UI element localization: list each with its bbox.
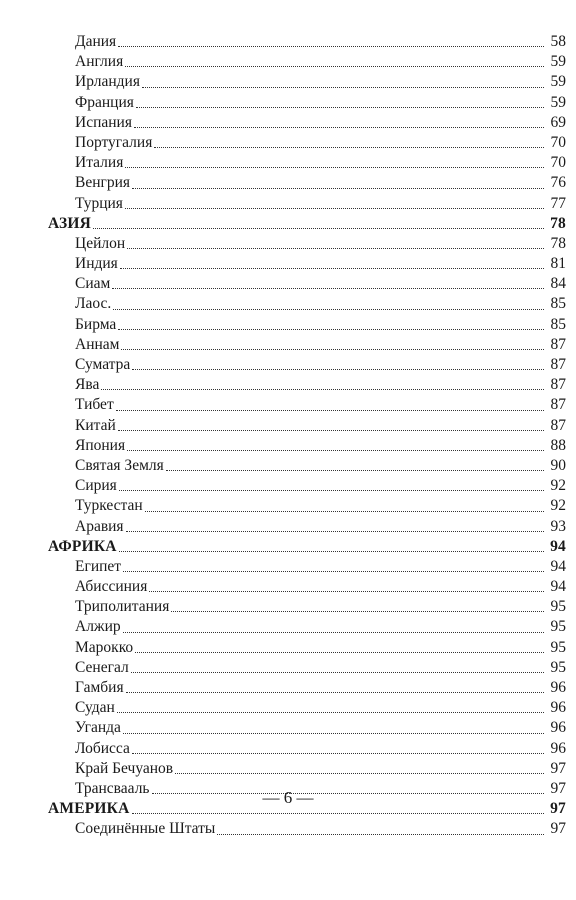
page-ref: 92 — [550, 497, 566, 515]
entry-title: Испания — [75, 113, 132, 131]
entry-title: Гамбия — [75, 679, 124, 696]
dot-leader — [113, 294, 544, 314]
dot-leader — [125, 153, 544, 173]
table-of-contents — [48, 32, 566, 840]
entry-title: Святая Земля — [75, 456, 164, 474]
toc-entry — [48, 254, 566, 274]
page-ref: 97 — [550, 779, 566, 797]
dot-leader — [135, 638, 544, 658]
page-ref: 93 — [550, 517, 566, 535]
toc-entry — [48, 638, 566, 658]
toc-entry — [48, 93, 566, 113]
page-ref: 77 — [550, 194, 566, 212]
toc-entry — [48, 718, 566, 738]
entry-title: Судан — [75, 699, 115, 717]
page-ref: 94 — [550, 557, 566, 575]
toc-entry — [48, 517, 566, 537]
entry-title: Аравия — [75, 517, 124, 535]
dot-leader — [121, 335, 544, 355]
entry-title: Триполитания — [75, 598, 170, 616]
toc-entry — [48, 153, 566, 173]
dot-leader — [166, 456, 544, 476]
entry-title: Тибет — [75, 396, 114, 414]
dot-leader — [132, 355, 544, 375]
toc-entry — [48, 416, 566, 436]
toc-entry — [48, 52, 566, 72]
page-ref: 59 — [550, 93, 566, 111]
dot-leader — [93, 214, 544, 234]
entry-title: Край Бечуанов — [75, 759, 174, 777]
entry-title: Лобисса — [75, 739, 130, 757]
dot-leader — [125, 52, 544, 72]
dot-leader — [217, 819, 544, 839]
page-ref: 96 — [550, 739, 566, 757]
page-ref: 87 — [550, 396, 566, 414]
dot-leader — [116, 395, 544, 415]
page-ref: 95 — [550, 598, 566, 616]
toc-entry — [48, 496, 566, 516]
page-ref: 90 — [550, 456, 566, 474]
dot-leader — [136, 93, 544, 113]
page-ref: 70 — [550, 154, 566, 172]
toc-entry — [48, 739, 566, 759]
entry-title: Уганда — [75, 719, 121, 737]
page-ref: 58 — [550, 33, 566, 50]
toc-entry — [48, 577, 566, 597]
entry-title: Сирия — [75, 477, 117, 495]
page-ref: 95 — [550, 638, 566, 656]
page-ref: 95 — [550, 618, 566, 636]
dot-leader — [154, 133, 544, 153]
dot-leader — [117, 698, 544, 718]
entry-title: Португалия — [75, 133, 153, 151]
dot-leader — [120, 254, 544, 274]
toc-entry — [48, 819, 566, 839]
dot-leader — [142, 72, 544, 92]
entry-title: Цейлон — [75, 234, 126, 252]
dot-leader — [145, 496, 544, 516]
page-ref: 92 — [550, 477, 566, 495]
section-title: АФРИКА — [48, 537, 117, 555]
dot-leader — [131, 658, 544, 678]
page-ref: 78 — [550, 234, 566, 252]
toc-entry — [48, 173, 566, 193]
page-ref: 96 — [550, 719, 566, 737]
dot-leader — [126, 678, 544, 698]
page-ref: 97 — [550, 800, 566, 818]
entry-title: Лаос. — [75, 295, 112, 313]
entry-title: Ява — [75, 376, 100, 394]
page-ref: 70 — [550, 133, 566, 151]
toc-entry — [48, 617, 566, 637]
entry-title: Алжир — [75, 618, 121, 636]
page-ref: 96 — [550, 699, 566, 717]
page-ref: 78 — [550, 214, 566, 232]
toc-entry — [48, 72, 566, 92]
toc-entry — [48, 234, 566, 254]
page-ref: 69 — [550, 113, 566, 131]
entry-title: Италия — [75, 154, 124, 172]
page-ref: 96 — [550, 679, 566, 696]
dot-leader — [112, 274, 544, 294]
dot-leader — [127, 436, 544, 456]
toc-entry — [48, 194, 566, 214]
dot-leader — [175, 759, 544, 779]
toc-entry — [48, 698, 566, 718]
dot-leader — [118, 315, 544, 335]
dot-leader — [132, 173, 544, 193]
toc-entry — [48, 375, 566, 395]
entry-title: Турция — [75, 194, 123, 212]
page-ref: 59 — [550, 73, 566, 91]
page-ref: 85 — [550, 295, 566, 313]
entry-title: Сенегал — [75, 658, 129, 676]
entry-title: Сиам — [75, 275, 111, 293]
section-title: АМЕРИКА — [48, 800, 130, 818]
entry-title: Соединённые Штаты — [75, 820, 216, 838]
dot-leader — [149, 577, 544, 597]
page-ref: 87 — [550, 335, 566, 353]
entry-title: Суматра — [75, 356, 131, 373]
page-ref: 94 — [550, 578, 566, 596]
entry-title: Ирландия — [75, 73, 140, 91]
toc-entry — [48, 315, 566, 335]
page-number: — 6 — — [262, 788, 314, 807]
toc-entry — [48, 274, 566, 294]
toc-entry — [48, 133, 566, 153]
page-ref: 97 — [550, 759, 566, 777]
page-ref: 87 — [550, 416, 566, 434]
entry-title: Марокко — [75, 638, 134, 656]
dot-leader — [134, 113, 544, 133]
toc-entry — [48, 456, 566, 476]
toc-entry — [48, 436, 566, 456]
toc-entry — [48, 335, 566, 355]
toc-entry — [48, 32, 566, 52]
page-ref: 97 — [550, 820, 566, 838]
page-ref: 95 — [550, 658, 566, 676]
entry-title: Китай — [75, 416, 116, 434]
section-title: АЗИЯ — [48, 214, 92, 232]
dot-leader — [119, 537, 544, 557]
toc-section-heading — [48, 214, 566, 234]
page-ref: 94 — [550, 537, 566, 555]
page-ref: 85 — [550, 315, 566, 333]
toc-entry — [48, 557, 566, 577]
page-ref: 87 — [550, 376, 566, 394]
entry-title: Бирма — [75, 315, 117, 333]
dot-leader — [119, 476, 544, 496]
entry-title: Египет — [75, 557, 122, 575]
entry-title: Абиссиния — [75, 578, 148, 596]
dot-leader — [101, 375, 544, 395]
dot-leader — [118, 416, 544, 436]
entry-title: Англия — [75, 53, 124, 71]
entry-title: Трансвааль — [75, 779, 150, 797]
dot-leader — [118, 32, 544, 52]
entry-title: Венгрия — [75, 174, 131, 192]
page-ref: 87 — [550, 356, 566, 373]
entry-title: Франция — [75, 93, 134, 111]
toc-entry — [48, 658, 566, 678]
toc-entry — [48, 759, 566, 779]
toc-entry — [48, 294, 566, 314]
dot-leader — [127, 234, 544, 254]
dot-leader — [123, 718, 544, 738]
toc-entry — [48, 395, 566, 415]
dot-leader — [171, 597, 544, 617]
dot-leader — [126, 517, 544, 537]
dot-leader — [132, 739, 544, 759]
page-ref: 59 — [550, 53, 566, 71]
entry-title: Япония — [75, 436, 126, 454]
toc-section-heading — [48, 537, 566, 557]
page-ref: 76 — [550, 174, 566, 192]
entry-title: Аннам — [75, 335, 120, 353]
dot-leader — [123, 557, 544, 577]
dot-leader — [123, 617, 544, 637]
page-ref: 88 — [550, 436, 566, 454]
page-ref: 81 — [550, 255, 566, 273]
toc-entry — [48, 476, 566, 496]
entry-title: Туркестан — [75, 497, 143, 515]
entry-title: Дания — [75, 33, 117, 50]
toc-entry — [48, 113, 566, 133]
toc-entry — [48, 597, 566, 617]
page-ref: 84 — [550, 275, 566, 293]
dot-leader — [125, 194, 544, 214]
toc-entry — [48, 355, 566, 375]
toc-entry — [48, 678, 566, 698]
entry-title: Индия — [75, 255, 118, 273]
